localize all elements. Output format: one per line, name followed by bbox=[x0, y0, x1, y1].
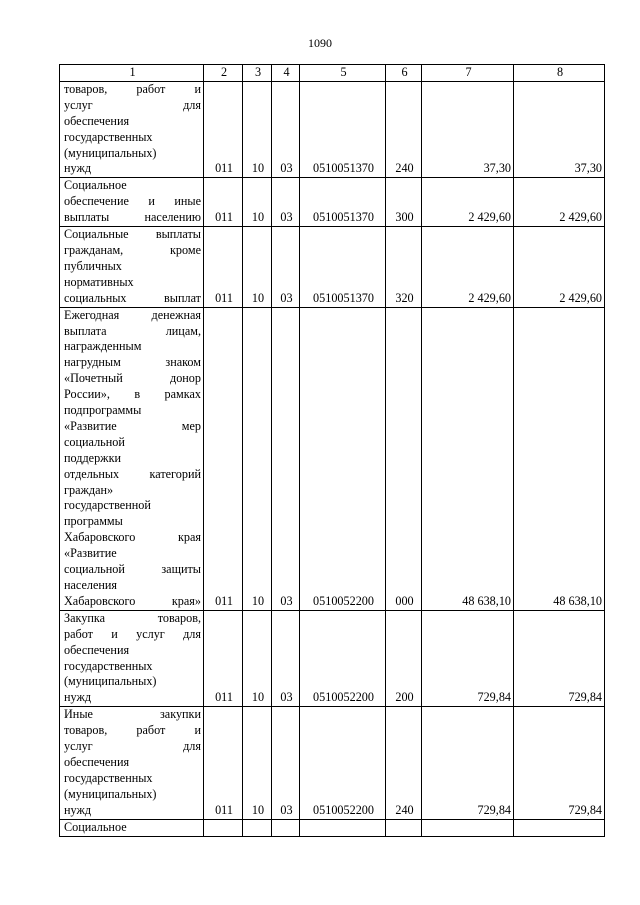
cell-amount-2: 2 429,60 bbox=[514, 178, 605, 227]
item-name-line: услуг для bbox=[64, 97, 201, 112]
item-name-line: услуг для bbox=[64, 739, 201, 754]
item-name-line: (муниципальных) bbox=[64, 674, 157, 689]
cell-amount-1: 37,30 bbox=[422, 81, 514, 177]
header-cell: 5 bbox=[300, 65, 386, 82]
item-name-line: гражданам, кроме bbox=[64, 242, 201, 257]
item-name-line: нужд bbox=[64, 161, 92, 176]
cell-ministry-code: 011 bbox=[204, 307, 243, 610]
table-row bbox=[60, 819, 605, 836]
cell-target-article bbox=[300, 819, 386, 836]
cell-amount-1: 2 429,60 bbox=[422, 227, 514, 308]
item-name-line: выплата лицам, bbox=[64, 323, 201, 338]
cell-expense-type: 240 bbox=[386, 707, 422, 819]
cell-target-article: 0510051370 bbox=[300, 178, 386, 227]
item-name-line: обеспечения bbox=[64, 754, 130, 769]
cell-subsection: 03 bbox=[272, 178, 300, 227]
item-name-line: нагрудным знаком bbox=[64, 355, 201, 370]
item-name-line: Ежегодная денежная bbox=[64, 307, 201, 322]
item-name-line: награжденным bbox=[64, 339, 142, 354]
cell-item-name bbox=[60, 707, 204, 819]
cell-expense-type: 300 bbox=[386, 178, 422, 227]
cell-target-article: 0510052200 bbox=[300, 307, 386, 610]
header-cell: 6 bbox=[386, 65, 422, 82]
item-name-line: нормативных bbox=[64, 274, 134, 289]
item-name-line: государственных bbox=[64, 770, 153, 785]
cell-item-name bbox=[60, 178, 204, 227]
item-name-line: Иные закупки bbox=[64, 707, 201, 722]
cell-target-article: 0510051370 bbox=[300, 227, 386, 308]
cell-amount-2: 37,30 bbox=[514, 81, 605, 177]
cell-target-article: 0510051370 bbox=[300, 81, 386, 177]
cell-amount-1: 729,84 bbox=[422, 707, 514, 819]
item-name-line: Социальное bbox=[64, 819, 127, 834]
cell-ministry-code: 011 bbox=[204, 610, 243, 706]
item-name-line: Хабаровского края» bbox=[64, 593, 201, 608]
header-cell: 3 bbox=[243, 65, 272, 82]
cell-section: 10 bbox=[243, 81, 272, 177]
cell-ministry-code: 011 bbox=[204, 707, 243, 819]
item-name-line: нужд bbox=[64, 802, 92, 817]
cell-section: 10 bbox=[243, 610, 272, 706]
item-name-line: товаров, работ и bbox=[64, 81, 201, 96]
cell-item-name bbox=[60, 819, 204, 836]
item-name-line: (муниципальных) bbox=[64, 145, 157, 160]
item-name-line: работ и услуг для bbox=[64, 626, 201, 641]
item-name-line: населения bbox=[64, 578, 118, 592]
header-cell: 2 bbox=[204, 65, 243, 82]
item-name-line: поддержки bbox=[64, 450, 122, 465]
cell-subsection: 03 bbox=[272, 610, 300, 706]
cell-item-name bbox=[60, 610, 204, 706]
cell-section: 10 bbox=[243, 227, 272, 308]
item-name-line: социальной bbox=[64, 434, 125, 449]
cell-amount-2: 729,84 bbox=[514, 707, 605, 819]
header-cell: 7 bbox=[422, 65, 514, 82]
cell-subsection: 03 bbox=[272, 307, 300, 610]
cell-subsection: 03 bbox=[272, 81, 300, 177]
cell-expense-type: 320 bbox=[386, 227, 422, 308]
cell-item-name bbox=[60, 81, 204, 177]
cell-subsection bbox=[272, 819, 300, 836]
cell-subsection: 03 bbox=[272, 707, 300, 819]
header-cell: 8 bbox=[514, 65, 605, 82]
cell-ministry-code: 011 bbox=[204, 227, 243, 308]
budget-table bbox=[59, 64, 605, 837]
table-row bbox=[60, 81, 605, 177]
cell-amount-2 bbox=[514, 819, 605, 836]
table-row bbox=[60, 307, 605, 610]
item-name-line: (муниципальных) bbox=[64, 786, 157, 801]
cell-target-article: 0510052200 bbox=[300, 610, 386, 706]
cell-amount-1: 48 638,10 bbox=[422, 307, 514, 610]
item-name-line: программы bbox=[64, 514, 123, 529]
item-name-line: публичных bbox=[64, 258, 122, 273]
header-row bbox=[60, 65, 605, 82]
item-name-line: подпрограммы bbox=[64, 403, 142, 418]
cell-expense-type: 240 bbox=[386, 81, 422, 177]
item-name-line: отдельных категорий bbox=[64, 466, 201, 481]
item-name-line: государственных bbox=[64, 129, 153, 144]
item-name-line: обеспечения bbox=[64, 113, 130, 128]
item-name-line: товаров, работ и bbox=[64, 723, 201, 738]
table-row bbox=[60, 227, 605, 308]
item-name-line: «Развитие мер bbox=[64, 418, 201, 433]
cell-expense-type: 000 bbox=[386, 307, 422, 610]
cell-amount-2: 2 429,60 bbox=[514, 227, 605, 308]
cell-amount-2: 729,84 bbox=[514, 610, 605, 706]
header-cell: 1 bbox=[60, 65, 204, 82]
item-name-line: граждан» bbox=[64, 482, 114, 497]
item-name-line: Закупка товаров, bbox=[64, 610, 201, 625]
cell-section bbox=[243, 819, 272, 836]
header-cell: 4 bbox=[272, 65, 300, 82]
item-name-line: «Почетный донор bbox=[64, 371, 201, 386]
cell-amount-1: 729,84 bbox=[422, 610, 514, 706]
table-row bbox=[60, 178, 605, 227]
cell-subsection: 03 bbox=[272, 227, 300, 308]
item-name-line: социальной защиты bbox=[64, 562, 201, 577]
item-name-line: обеспечение и иные bbox=[64, 194, 201, 209]
item-name-line: обеспечения bbox=[64, 642, 130, 657]
item-name-line: выплаты населению bbox=[64, 210, 201, 225]
cell-expense-type: 200 bbox=[386, 610, 422, 706]
cell-target-article: 0510052200 bbox=[300, 707, 386, 819]
table-row bbox=[60, 610, 605, 706]
cell-item-name bbox=[60, 227, 204, 308]
cell-ministry-code: 011 bbox=[204, 81, 243, 177]
cell-amount-2: 48 638,10 bbox=[514, 307, 605, 610]
cell-ministry-code: 011 bbox=[204, 178, 243, 227]
cell-amount-1: 2 429,60 bbox=[422, 178, 514, 227]
item-name-line: Социальные выплаты bbox=[64, 227, 201, 242]
item-name-line: Социальное bbox=[64, 178, 127, 193]
cell-section: 10 bbox=[243, 307, 272, 610]
item-name-line: «Развитие bbox=[64, 546, 117, 561]
table-body bbox=[60, 65, 605, 837]
cell-section: 10 bbox=[243, 707, 272, 819]
cell-section: 10 bbox=[243, 178, 272, 227]
cell-expense-type bbox=[386, 819, 422, 836]
item-name-line: России», в рамках bbox=[64, 387, 201, 402]
item-name-line: государственной bbox=[64, 498, 151, 513]
item-name-line: Хабаровского края bbox=[64, 530, 201, 545]
cell-item-name bbox=[60, 307, 204, 610]
item-name-line: нужд bbox=[64, 690, 92, 705]
item-name-line: государственных bbox=[64, 658, 153, 673]
table-row bbox=[60, 707, 605, 819]
cell-ministry-code bbox=[204, 819, 243, 836]
item-name-line: социальных выплат bbox=[64, 290, 201, 305]
cell-amount-1 bbox=[422, 819, 514, 836]
page-number: 1090 bbox=[308, 36, 332, 50]
